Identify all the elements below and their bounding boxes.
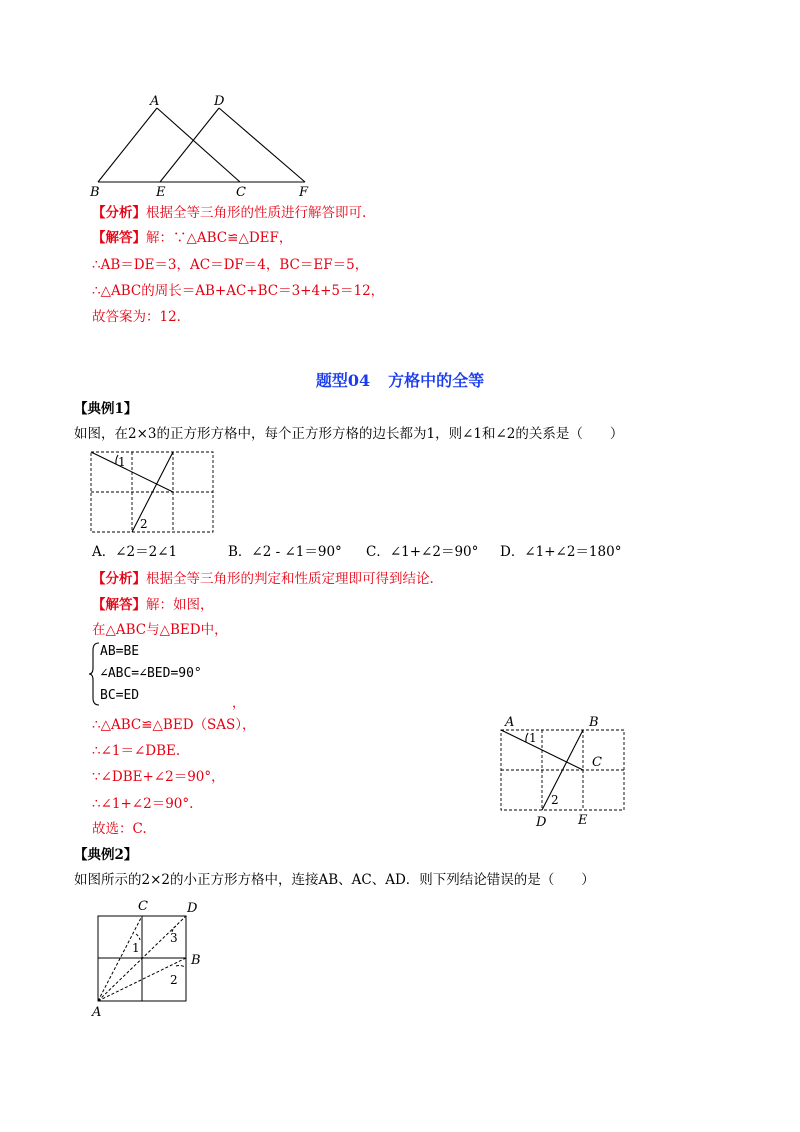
label-B: B bbox=[90, 185, 100, 200]
top-answer-line1 bbox=[92, 229, 292, 247]
example1-solution-figure bbox=[495, 712, 635, 830]
ex2-label-C: C bbox=[138, 899, 148, 914]
sol-label-E: E bbox=[578, 813, 588, 828]
answer-text: 解：∵△ABC≌△DEF， bbox=[146, 230, 293, 246]
example1-answer-head bbox=[92, 596, 214, 614]
example1-answer-line4: ∵∠DBE+∠2＝90°， bbox=[92, 769, 225, 785]
ex2-label-A: A bbox=[92, 1005, 102, 1020]
ex2-label-B: B bbox=[191, 953, 201, 968]
system-tail: ， bbox=[232, 696, 246, 711]
analysis-text: 根据全等三角形的性质进行解答即可. bbox=[146, 205, 367, 221]
answer-tag: 【解答】 bbox=[92, 597, 146, 613]
label-C: C bbox=[236, 185, 246, 200]
system-line3: BC=ED bbox=[100, 688, 140, 703]
example1-answer-line5: ∴∠1+∠2＝90°. bbox=[92, 796, 194, 812]
answer-text: 解：如图， bbox=[146, 597, 214, 613]
analysis-text: 根据全等三角形的判定和性质定理即可得到结论. bbox=[146, 571, 434, 587]
sol-label-B: B bbox=[589, 715, 599, 730]
ex2-label-D: D bbox=[187, 901, 198, 916]
example1-answer-line2: ∴△ABC≌△BED（SAS）， bbox=[92, 717, 256, 733]
section-name: 方格中的全等 bbox=[388, 371, 485, 390]
example1-answer-line1: 在△ABC与△BED中， bbox=[92, 622, 228, 638]
section-title bbox=[0, 368, 800, 391]
analysis-tag: 【分析】 bbox=[92, 205, 146, 221]
option-c: C．∠1+∠2＝90° bbox=[366, 544, 479, 560]
analysis-tag: 【分析】 bbox=[92, 571, 146, 587]
sol-label-A: A bbox=[505, 715, 515, 730]
sol-label-D: D bbox=[536, 815, 547, 830]
sol-angle-2: 2 bbox=[551, 793, 559, 807]
ex2-angle-2: 2 bbox=[170, 973, 178, 987]
ex2-angle-1: 1 bbox=[132, 941, 140, 955]
sol-angle-1: 1 bbox=[529, 731, 537, 745]
example1-answer-line6: 故选：C. bbox=[92, 821, 147, 837]
answer-tag: 【解答】 bbox=[92, 230, 146, 246]
system-line2: ∠ABC=∠BED=90° bbox=[100, 666, 202, 681]
angle-2-label: 2 bbox=[140, 517, 148, 531]
example2-tag: 【典例2】 bbox=[74, 847, 138, 863]
triangles-figure bbox=[80, 90, 340, 200]
top-answer-line4: 故答案为：12． bbox=[92, 309, 191, 325]
angle-1-label: 1 bbox=[118, 455, 126, 469]
example1-tag: 【典例1】 bbox=[74, 401, 138, 417]
example1-answer-line3: ∴∠1＝∠DBE. bbox=[92, 743, 181, 759]
ex2-angle-3: 3 bbox=[170, 931, 178, 945]
example2-grid-figure bbox=[88, 894, 218, 1020]
option-a: A．∠2＝2∠1 bbox=[92, 544, 178, 560]
top-answer-line2: ∴AB＝DE＝3，AC＝DF＝4，BC＝EF＝5， bbox=[92, 257, 369, 273]
example1-analysis bbox=[92, 570, 434, 588]
label-A: A bbox=[150, 94, 160, 109]
option-d: D．∠1+∠2＝180° bbox=[500, 544, 622, 560]
example2-question: 如图所示的2×2的小正方形方格中，连接AB、AC、AD．则下列结论错误的是（ ） bbox=[74, 872, 595, 888]
label-E: E bbox=[156, 185, 166, 200]
label-D: D bbox=[214, 94, 225, 109]
example1-grid-figure bbox=[88, 450, 218, 536]
option-b: B．∠2 - ∠1＝90° bbox=[228, 544, 342, 560]
system-line1: AB=BE bbox=[100, 644, 140, 659]
example1-question: 如图，在2×3的正方形方格中，每个正方形方格的边长都为1，则∠1和∠2的关系是（ ） bbox=[74, 426, 624, 442]
label-F: F bbox=[299, 185, 309, 200]
top-analysis bbox=[92, 204, 366, 222]
section-number: 题型04 bbox=[315, 371, 371, 390]
sol-label-C: C bbox=[592, 755, 602, 770]
top-answer-line3: ∴△ABC的周长＝AB+AC+BC＝3+4+5＝12， bbox=[92, 283, 385, 299]
